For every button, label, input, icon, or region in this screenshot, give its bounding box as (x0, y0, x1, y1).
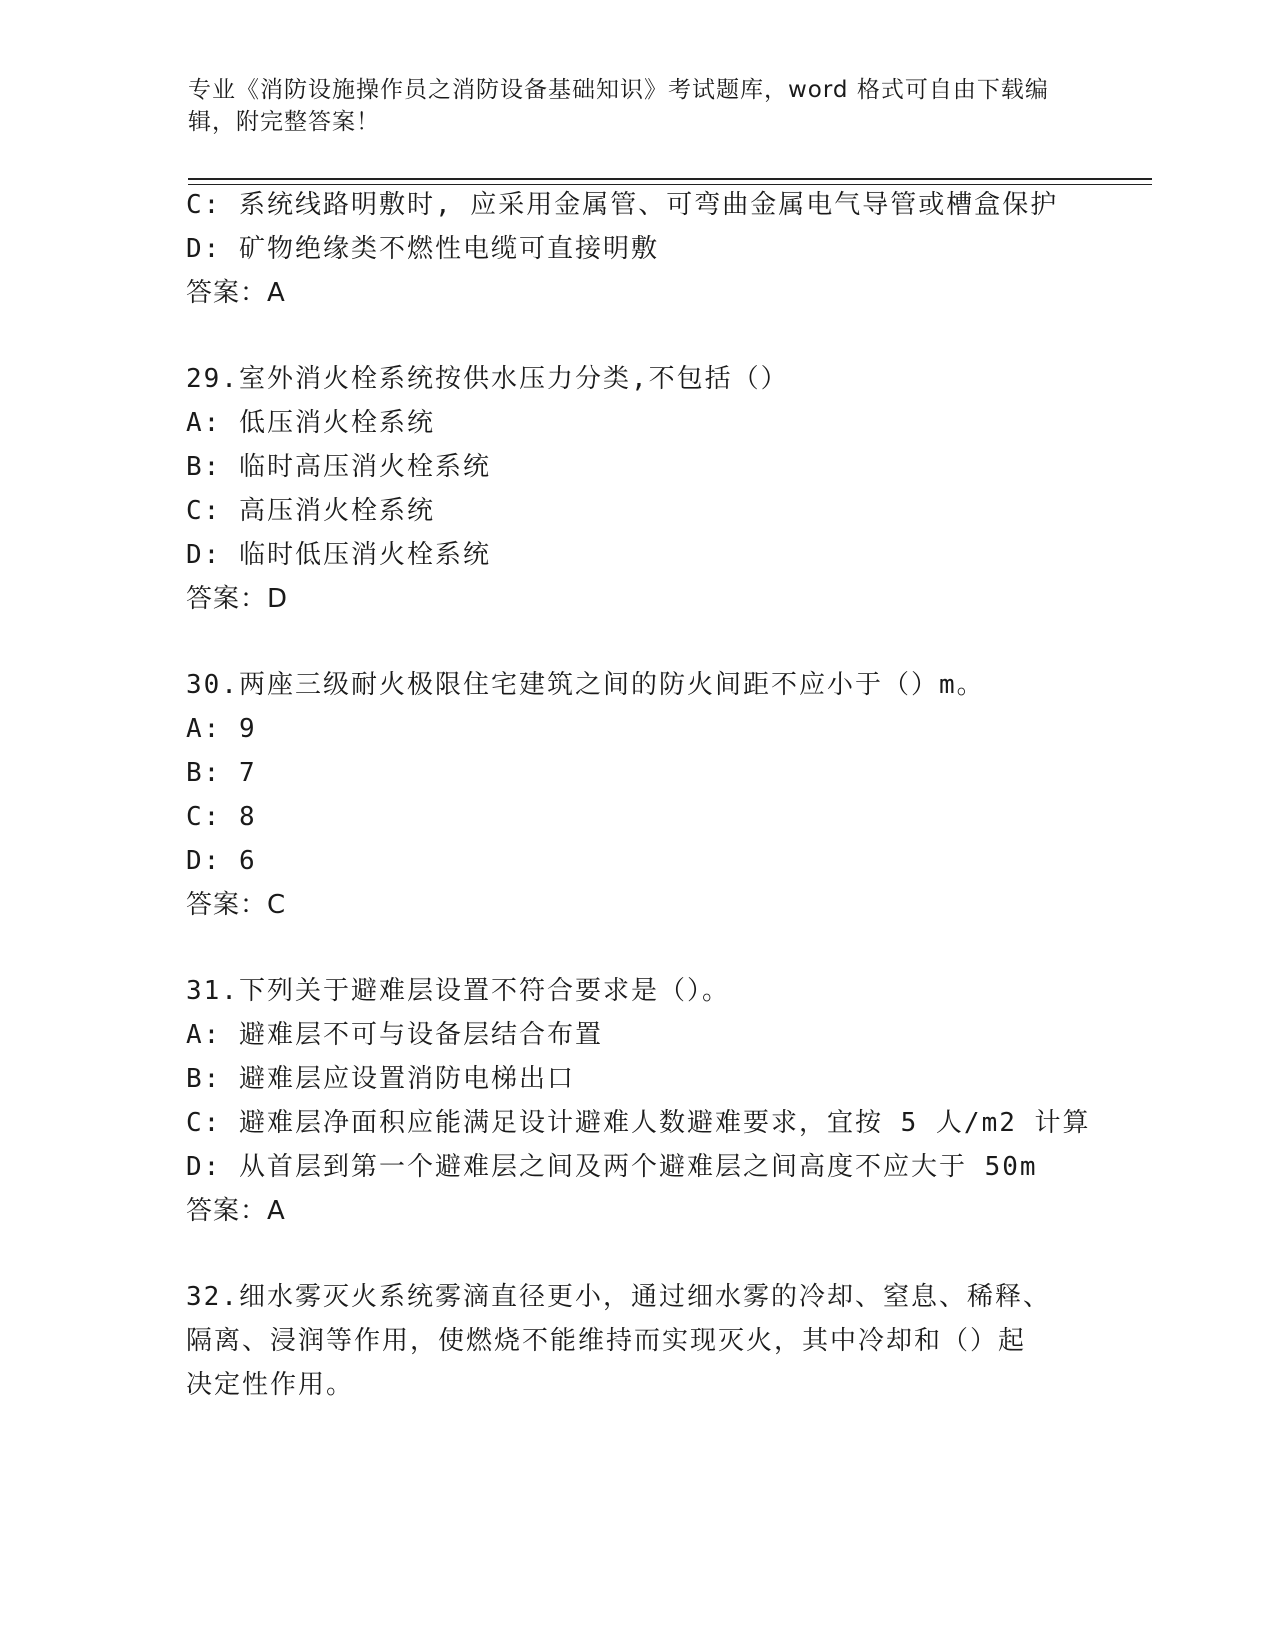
question-30-option-a: A: 9 (186, 714, 257, 744)
question-29-stem: 29.室外消火栓系统按供水压力分类,不包括（） (186, 364, 789, 394)
question-32-stem-line-3: 决定性作用。 (186, 1370, 355, 1400)
document-header: 专业《消防设施操作员之消防设备基础知识》考试题库，word 格式可自由下载编辑，附完整答案！ (188, 77, 1049, 135)
question-30-option-d: D: 6 (186, 846, 257, 876)
question-31-option-a: A: 避难层不可与设备层结合布置 (186, 1020, 603, 1050)
question-31-option-b: B: 避难层应设置消防电梯出口 (186, 1064, 575, 1094)
question-31-option-d: D: 从首层到第一个避难层之间及两个避难层之间高度不应大于 50m (186, 1152, 1038, 1182)
question-30-stem: 30.两座三级耐火极限住宅建筑之间的防火间距不应小于（）m。 (186, 670, 985, 700)
option-d: D: 矿物绝缘类不燃性电缆可直接明敷 (186, 234, 659, 264)
question-32-stem-line-2: 隔离、浸润等作用，使燃烧不能维持而实现灭火，其中冷却和（）起 (186, 1326, 1027, 1356)
question-31-stem: 31.下列关于避难层设置不符合要求是（）。 (186, 976, 730, 1006)
question-29-answer: 答案：D (186, 584, 289, 614)
question-30-option-b: B: 7 (186, 758, 257, 788)
question-29-option-d: D: 临时低压消火栓系统 (186, 540, 491, 570)
question-29-option-b: B: 临时高压消火栓系统 (186, 452, 491, 482)
question-30-option-c: C: 8 (186, 802, 257, 832)
question-32-stem-line-1: 32.细水雾灭火系统雾滴直径更小，通过细水雾的冷却、窒息、稀释、 (186, 1282, 1051, 1312)
question-31-answer: 答案：A (186, 1196, 286, 1226)
question-30-answer: 答案：C (186, 890, 287, 920)
question-31-option-c: C: 避难层净面积应能满足设计避难人数避难要求，宜按 5 人/m2 计算 (186, 1108, 1091, 1138)
question-29-option-c: C: 高压消火栓系统 (186, 496, 435, 526)
header-divider-thin (188, 184, 1152, 185)
option-c: C: 系统线路明敷时, 应采用金属管、可弯曲金属电气导管或槽盒保护 (186, 190, 1059, 220)
header-divider-thick (188, 178, 1152, 180)
answer: 答案：A (186, 278, 286, 308)
question-29-option-a: A: 低压消火栓系统 (186, 408, 435, 438)
